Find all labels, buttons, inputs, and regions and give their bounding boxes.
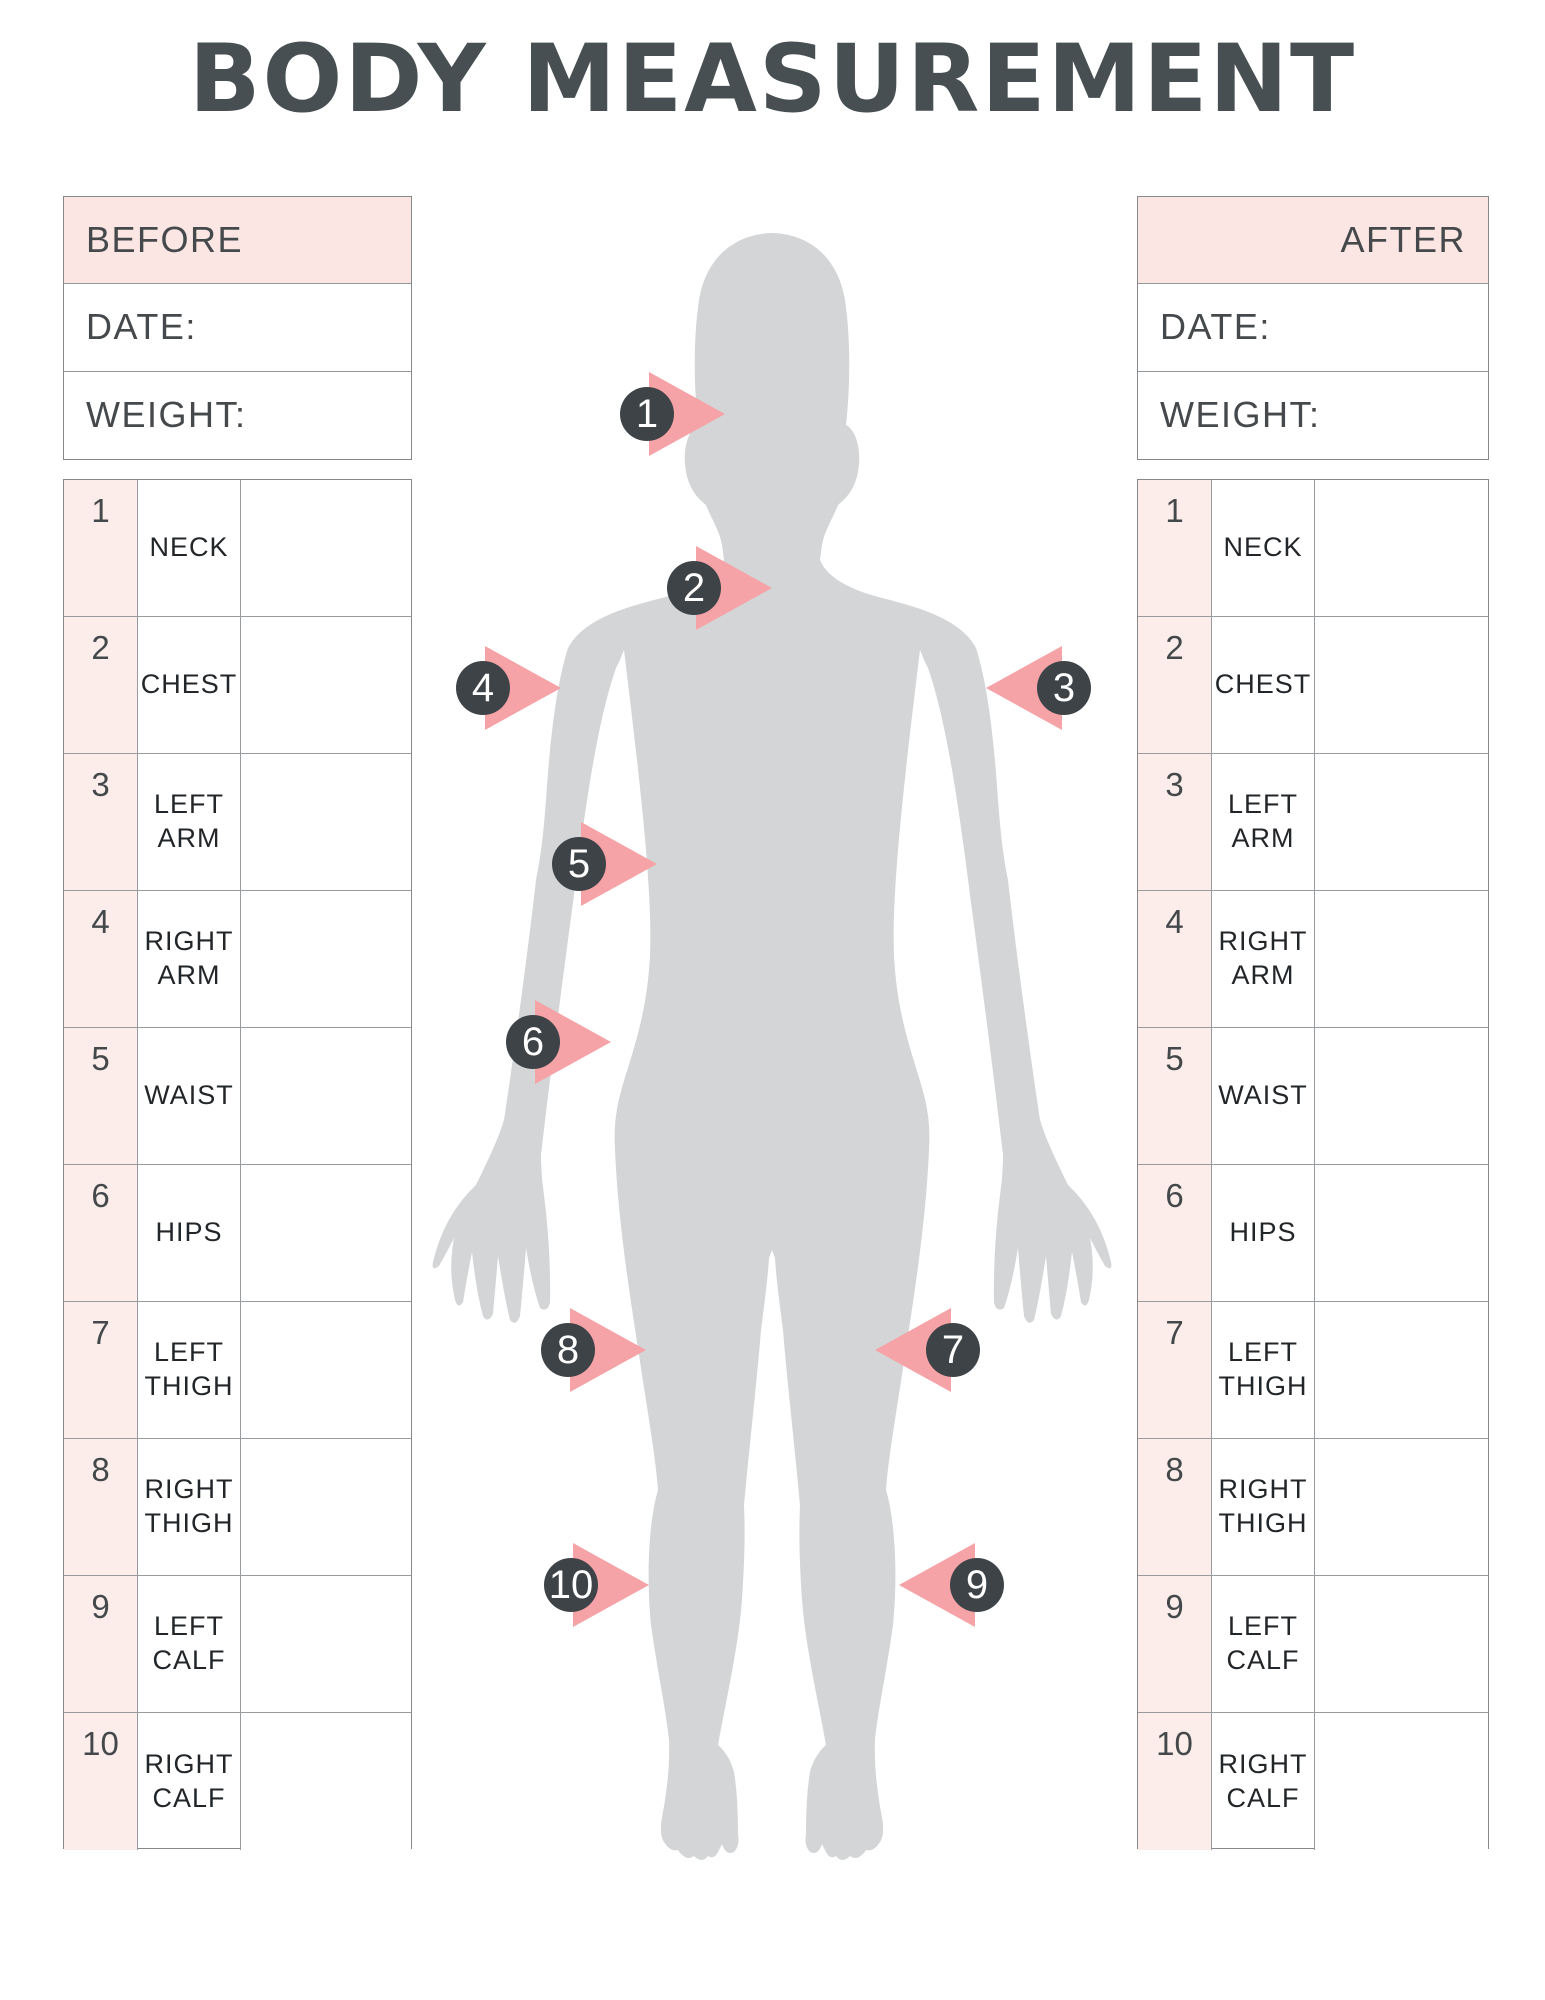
after-header <box>1138 197 1488 284</box>
row-number: 7 <box>1138 1302 1212 1439</box>
row-label: RIGHT ARM <box>138 891 241 1028</box>
row-label: WAIST <box>1212 1028 1315 1165</box>
row-label: RIGHT THIGH <box>138 1439 241 1576</box>
row-number: 9 <box>1138 1576 1212 1713</box>
date-fill-area[interactable] <box>1271 284 1466 370</box>
row-value-cell[interactable] <box>1315 480 1488 617</box>
marker-circle <box>667 561 721 615</box>
marker-circle <box>541 1323 595 1377</box>
marker-circle <box>950 1558 1004 1612</box>
row-label: RIGHT CALF <box>1212 1713 1315 1850</box>
marker-number: 5 <box>567 841 591 886</box>
row-value-cell[interactable] <box>241 891 411 1028</box>
row-label: LEFT ARM <box>1212 754 1315 891</box>
row-label: LEFT THIGH <box>138 1302 241 1439</box>
after-measure-table <box>1137 479 1489 1849</box>
marker-circle <box>456 661 510 715</box>
marker-circle <box>544 1558 598 1612</box>
row-number: 10 <box>64 1713 138 1850</box>
row-label: LEFT THIGH <box>1212 1302 1315 1439</box>
before-header-label: BEFORE <box>86 219 244 261</box>
row-label: NECK <box>1212 480 1315 617</box>
row-value-cell[interactable] <box>1315 1713 1488 1850</box>
before-info-box <box>63 196 412 460</box>
row-label: RIGHT ARM <box>1212 891 1315 1028</box>
marker-number: 6 <box>521 1019 545 1064</box>
marker-circle <box>552 837 606 891</box>
row-value-cell[interactable] <box>1315 1439 1488 1576</box>
row-value-cell[interactable] <box>1315 1302 1488 1439</box>
marker-number: 2 <box>682 565 706 610</box>
date-label: DATE: <box>86 306 197 348</box>
row-value-cell[interactable] <box>241 1713 411 1850</box>
row-value-cell[interactable] <box>241 1576 411 1713</box>
row-label: CHEST <box>138 617 241 754</box>
row-value-cell[interactable] <box>1315 754 1488 891</box>
row-number: 2 <box>1138 617 1212 754</box>
row-number: 4 <box>64 891 138 1028</box>
row-value-cell[interactable] <box>1315 1576 1488 1713</box>
marker-circle <box>926 1323 980 1377</box>
row-number: 3 <box>1138 754 1212 891</box>
weight-label: WEIGHT: <box>1160 394 1321 436</box>
marker-number: 9 <box>965 1562 989 1607</box>
row-value-cell[interactable] <box>241 1165 411 1302</box>
row-number: 5 <box>1138 1028 1212 1165</box>
row-value-cell[interactable] <box>241 754 411 891</box>
marker-number: 1 <box>635 391 659 436</box>
row-value-cell[interactable] <box>241 480 411 617</box>
after-header-label: AFTER <box>1340 219 1466 261</box>
row-value-cell[interactable] <box>1315 1028 1488 1165</box>
page-title: BODY MEASUREMENT <box>188 25 1357 134</box>
row-number: 8 <box>1138 1439 1212 1576</box>
marker-number: 4 <box>471 665 495 710</box>
row-number: 6 <box>1138 1165 1212 1302</box>
row-number: 1 <box>64 480 138 617</box>
before-measure-table <box>63 479 412 1849</box>
before-weight-row <box>64 372 411 459</box>
row-label: LEFT ARM <box>138 754 241 891</box>
row-number: 9 <box>64 1576 138 1713</box>
weight-label: WEIGHT: <box>86 394 247 436</box>
marker-circle <box>1037 661 1091 715</box>
row-number: 8 <box>64 1439 138 1576</box>
weight-fill-area[interactable] <box>247 372 390 459</box>
row-number: 3 <box>64 754 138 891</box>
row-label: LEFT CALF <box>1212 1576 1315 1713</box>
row-value-cell[interactable] <box>1315 1165 1488 1302</box>
marker-circle <box>620 387 674 441</box>
after-weight-row <box>1138 372 1488 459</box>
row-value-cell[interactable] <box>241 1439 411 1576</box>
before-date-row <box>64 284 411 371</box>
row-label: LEFT CALF <box>138 1576 241 1713</box>
row-label: RIGHT THIGH <box>1212 1439 1315 1576</box>
marker-circle <box>506 1015 560 1069</box>
row-label: WAIST <box>138 1028 241 1165</box>
row-number: 2 <box>64 617 138 754</box>
marker-number: 8 <box>556 1327 580 1372</box>
date-fill-area[interactable] <box>197 284 389 370</box>
row-value-cell[interactable] <box>1315 891 1488 1028</box>
marker-number: 7 <box>941 1327 965 1372</box>
weight-fill-area[interactable] <box>1321 372 1467 459</box>
after-info-box <box>1137 196 1489 460</box>
row-value-cell[interactable] <box>241 617 411 754</box>
row-value-cell[interactable] <box>241 1028 411 1165</box>
row-label: RIGHT CALF <box>138 1713 241 1850</box>
marker-number: 10 <box>548 1562 594 1607</box>
row-label: HIPS <box>1212 1165 1315 1302</box>
row-label: NECK <box>138 480 241 617</box>
row-number: 5 <box>64 1028 138 1165</box>
before-header <box>64 197 411 284</box>
marker-number: 3 <box>1052 665 1076 710</box>
row-number: 4 <box>1138 891 1212 1028</box>
row-number: 7 <box>64 1302 138 1439</box>
row-value-cell[interactable] <box>241 1302 411 1439</box>
row-label: CHEST <box>1212 617 1315 754</box>
row-label: HIPS <box>138 1165 241 1302</box>
after-date-row <box>1138 284 1488 371</box>
date-label: DATE: <box>1160 306 1271 348</box>
row-value-cell[interactable] <box>1315 617 1488 754</box>
row-number: 1 <box>1138 480 1212 617</box>
row-number: 6 <box>64 1165 138 1302</box>
row-number: 10 <box>1138 1713 1212 1850</box>
